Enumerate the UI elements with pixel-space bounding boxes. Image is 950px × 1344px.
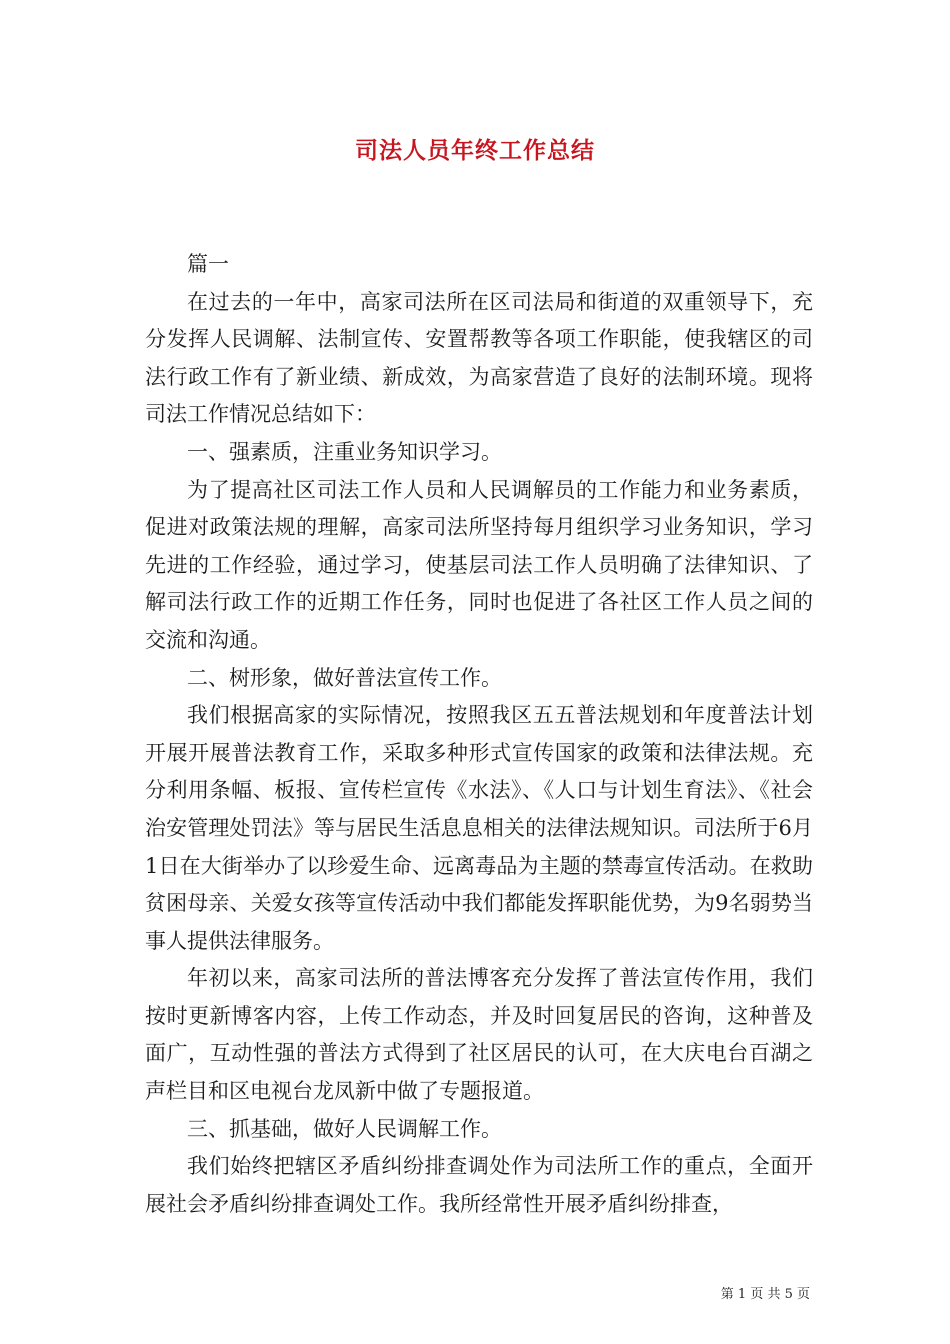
paragraph: 为了提高社区司法工作人员和人民调解员的工作能力和业务素质，促进对政策法规的理解，高家司法所坚持每月组织学习业务知识，学习先进的工作经验，通过学习，使基层司法工作人员明确了法律知识、了解司法行政工作的近期工作任务，同时也促进了各社区工作人员之间的交流和沟通。: [145, 477, 813, 652]
page-number: 第 1 页 共 5 页: [720, 1287, 810, 1302]
section-heading: 一、强素质，注重业务知识学习。: [187, 439, 502, 464]
document-body: [145, 246, 813, 1223]
paragraph: 我们根据高家的实际情况，按照我区五五普法规划和年度普法计划开展开展普法教育工作，采取多种形式宣传国家的政策和法律法规。充分利用条幅、板报、宣传栏宣传《水法》、《人口与计划生育法》、《社会治安管理处罚法》等与居民生活息息相关的法律法规知识。司法所于6月1日在大街举办了以珍爱生命、远离毒品为主题的禁毒宣传活动。在救助贫困母亲、关爱女孩等宣传活动中我们都能发挥职能优势，为9名弱势当事人提供法律服务。: [145, 703, 813, 953]
paragraph: 年初以来，高家司法所的普法博客充分发挥了普法宣传作用，我们按时更新博客内容，上传工作动态，并及时回复居民的咨询，这种普及面广，互动性强的普法方式得到了社区居民的认可，在大庆电台百湖之声栏目和区电视台龙凤新中做了专题报道。: [145, 966, 813, 1104]
page-title: 司法人员年终工作总结: [355, 137, 595, 164]
section-heading: 二、树形象，做好普法宣传工作。: [187, 665, 502, 690]
paragraph: 在过去的一年中，高家司法所在区司法局和街道的双重领导下，充分发挥人民调解、法制宣传、安置帮教等各项工作职能，使我辖区的司法行政工作有了新业绩、新成效，为高家营造了良好的法制环境。现将司法工作情况总结如下：: [145, 289, 813, 427]
paragraph: 我们始终把辖区矛盾纠纷排查调处作为司法所工作的重点，全面开展社会矛盾纠纷排查调处工作。我所经常性开展矛盾纠纷排查，: [145, 1154, 813, 1216]
section-heading: 三、抓基础，做好人民调解工作。: [187, 1116, 502, 1141]
section-label: 篇一: [187, 252, 229, 276]
